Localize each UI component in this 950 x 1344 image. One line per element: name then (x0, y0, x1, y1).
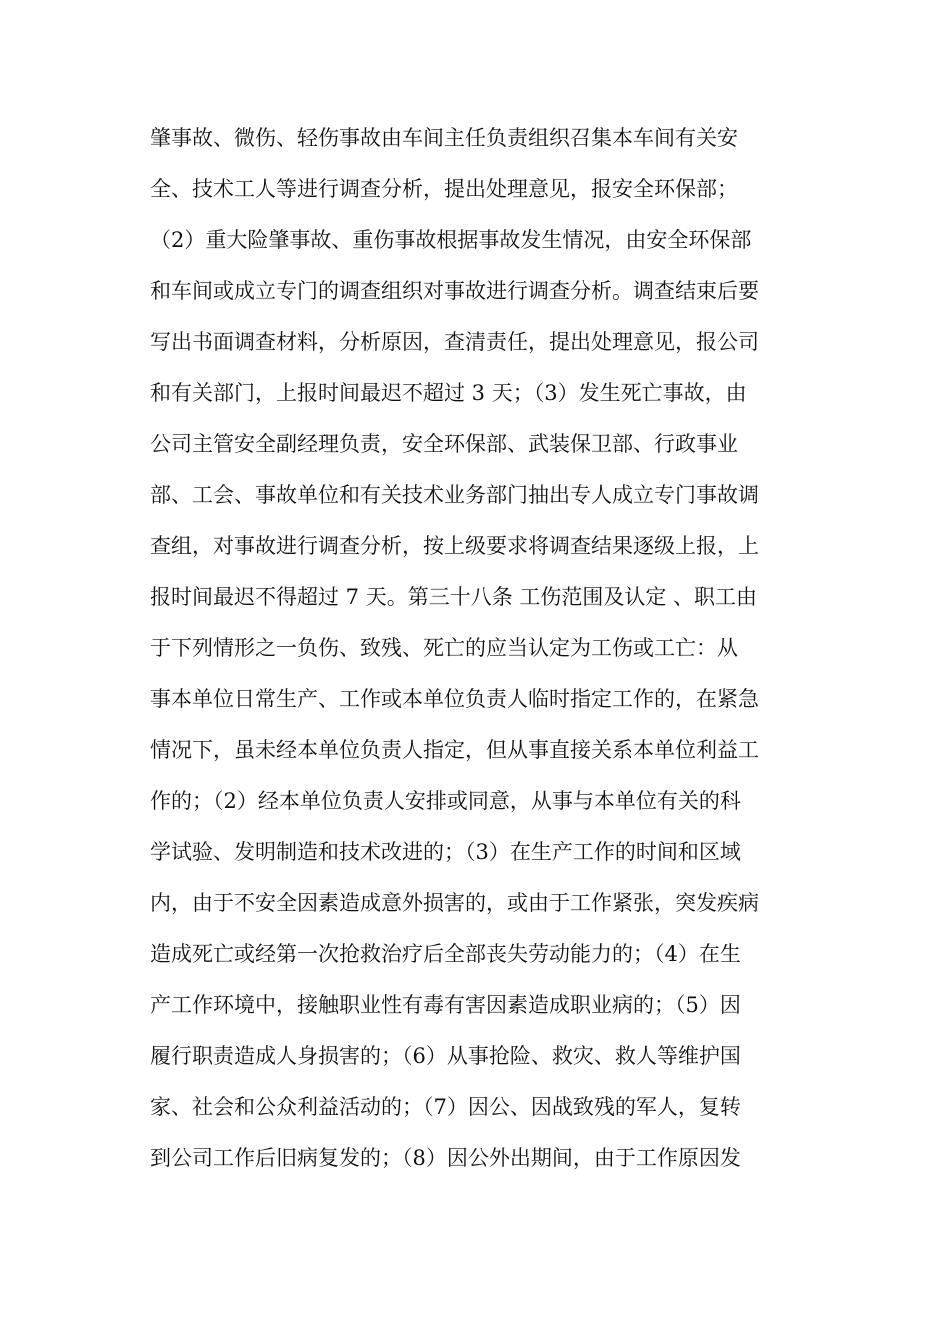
text-line: 履行职责造成人身损害的；（6）从事抢险、救灾、救人等维护国 (150, 1044, 741, 1068)
text-line: 和车间或成立专门的调查组织对事故进行调查分析。调查结束后要 (150, 279, 759, 303)
text-line: 家、社会和公众利益活动的；（7）因公、因战致残的军人，复转 (150, 1095, 741, 1119)
text-line: 作的；（2）经本单位负责人安排或同意，从事与本单位有关的科 (150, 789, 741, 813)
text-line: 学试验、发明制造和技术改进的；（3）在生产工作的时间和区域 (150, 840, 741, 864)
text-line: 部、工会、事故单位和有关技术业务部门抽出专人成立专门事故调 (150, 483, 759, 507)
text-line: （2）重大险肇事故、重伤事故根据事故发生情况，由安全环保部 (150, 228, 752, 252)
text-line: 内，由于不安全因素造成意外损害的，或由于工作紧张，突发疾病 (150, 891, 759, 915)
text-line: 造成死亡或经第一次抢救治疗后全部丧失劳动能力的；（4）在生 (150, 942, 741, 966)
text-line: 报时间最迟不得超过 7 天。第三十八条 工伤范围及认定 、职工由 (150, 585, 758, 609)
text-line: 写出书面调查材料，分析原因，查清责任，提出处理意见，报公司 (150, 330, 759, 354)
text-line: 情况下，虽未经本单位负责人指定，但从事直接关系本单位利益工 (150, 738, 759, 762)
text-line: 全、技术工人等进行调查分析，提出处理意见，报安全环保部； (150, 177, 738, 201)
text-line: 于下列情形之一负伤、致残、死亡的应当认定为工伤或工亡：从 (150, 636, 738, 660)
document-body (150, 118, 810, 1189)
text-line: 事本单位日常生产、工作或本单位负责人临时指定工作的，在紧急 (150, 687, 759, 711)
text-line: 公司主管安全副经理负责，安全环保部、武装保卫部、行政事业 (150, 432, 738, 456)
text-line: 肇事故、微伤、轻伤事故由车间主任负责组织召集本车间有关安 (150, 126, 738, 150)
text-line: 查组，对事故进行调查分析，按上级要求将调查结果逐级上报，上 (150, 534, 759, 558)
text-line: 和有关部门，上报时间最迟不超过 3 天；（3）发生死亡事故，由 (150, 381, 747, 405)
text-line: 到公司工作后旧病复发的；（8）因公外出期间，由于工作原因发 (150, 1146, 741, 1170)
text-line: 产工作环境中，接触职业性有毒有害因素造成职业病的；（5）因 (150, 993, 741, 1017)
